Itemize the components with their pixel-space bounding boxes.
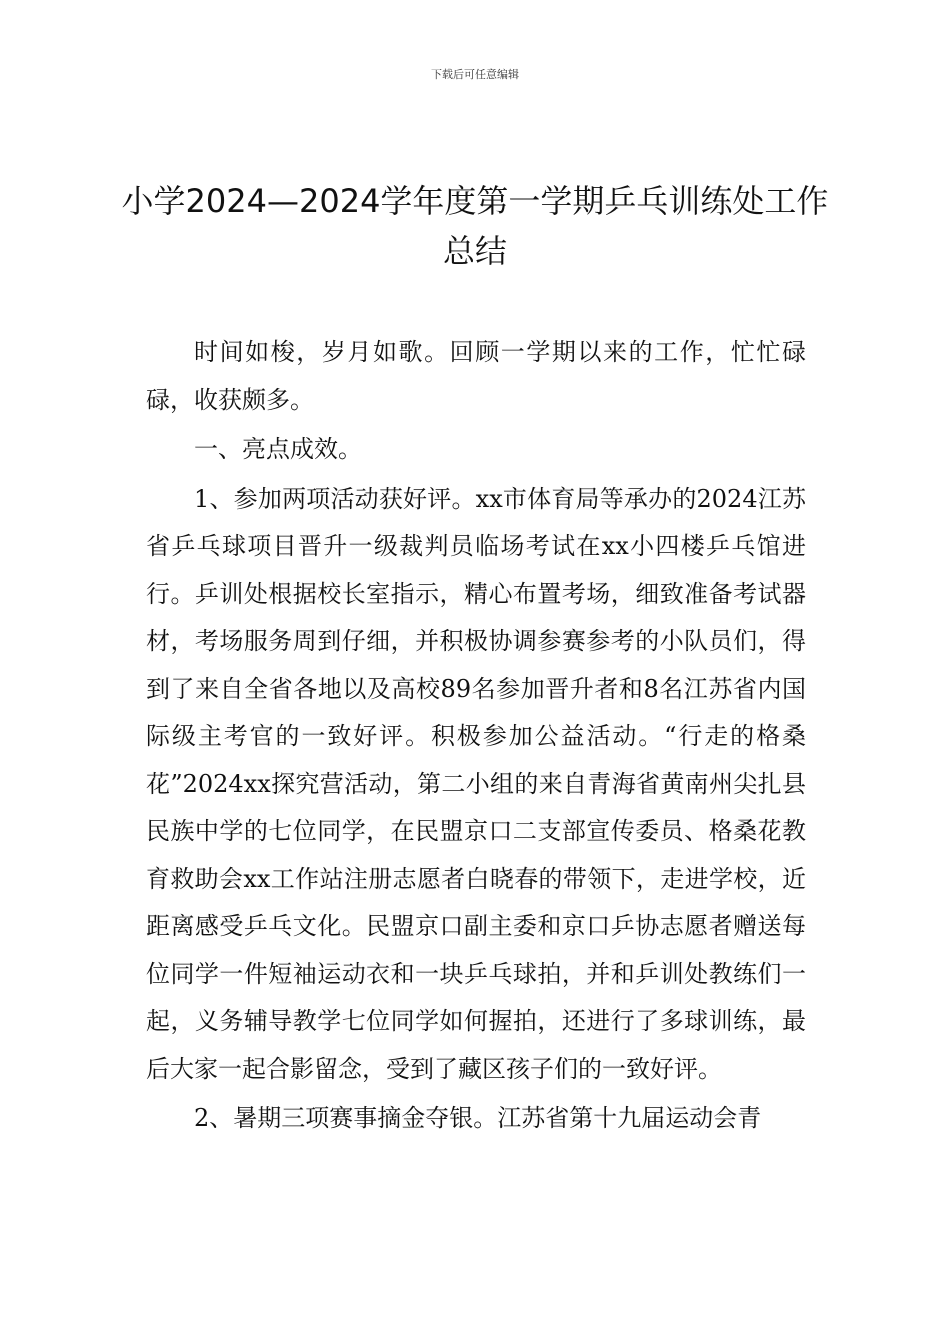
paragraph-item-1: 1、参加两项活动获好评。xx市体育局等承办的2024江苏省乒乓球项目晋升一级裁判员临场考试在xx小四楼乒乓馆进行。乒训处根据校长室指示，精心布置考场，细致准备考试器材，考场服务周到仔细，并积极协调参赛参考的小队员们，得到了来自全省各地以及高校89名参加晋升者和8名江苏省内国际级主考官的一致好评。积极参加公益活动。“行走的格桑花”2024xx探究营活动，第二小组的来自青海省黄南州尖扎县民族中学的七位同学，在民盟京口二支部宣传委员、格桑花教育救助会xx工作站注册志愿者白晓春的带领下，走进学校，近距离感受乒乓文化。民盟京口副主委和京口乒协志愿者赠送每位同学一件短袖运动衣和一块乒乓球拍，并和乒训处教练们一起，义务辅导教学七位同学如何握拍，还进行了多球训练，最后大家一起合影留念，受到了藏区孩子们的一致好评。 xyxy=(146,484,806,1083)
header-note: 下载后可任意编辑 xyxy=(431,68,519,81)
document-body xyxy=(146,329,806,1145)
paragraph-intro: 时间如梭，岁月如歌。回顾一学期以来的工作，忙忙碌碌，收获颇多。 xyxy=(146,338,806,414)
paragraph-item-2: 2、暑期三项赛事摘金夺银。江苏省第十九届运动会青 xyxy=(194,1104,762,1132)
document-title: 小学2024—2024学年度第一学期乒乓训练处工作总结 xyxy=(121,182,829,270)
section-heading: 一、亮点成效。 xyxy=(194,435,362,463)
